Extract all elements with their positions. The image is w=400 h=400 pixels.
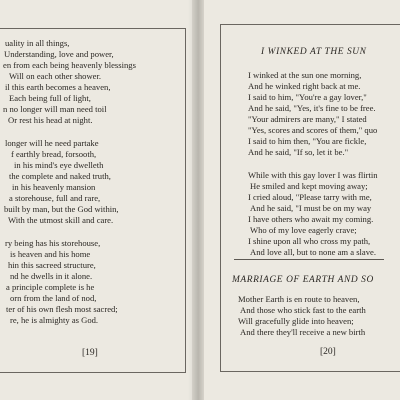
right-page: [204, 0, 400, 400]
winked-poem-line: And love all, but to none am a slave.: [250, 247, 377, 257]
winked-poem-line: While with this gay lover I was flirtin: [248, 170, 378, 180]
left-poem-line: a storehouse, full and rare,: [9, 193, 101, 203]
left-poem-line: ter of his own flesh most sacred;: [6, 304, 118, 314]
left-poem-line: a principle complete is he: [6, 282, 95, 292]
winked-poem-line: And he said, "I must be on my way: [250, 203, 372, 213]
left-poem-line: in his heavenly mansion: [12, 182, 96, 192]
left-poem-line: With the utmost skill and care.: [8, 215, 114, 225]
left-poem-line: built by man, but the God within,: [4, 204, 119, 214]
left-page: [0, 0, 196, 400]
winked-poem-line: I said to him, "You're a gay lover,": [248, 92, 367, 102]
left-poem-line: Understanding, love and power,: [4, 49, 114, 59]
left-poem-line: orn from the land of nod,: [10, 293, 97, 303]
winked-poem-line: I cried aloud, "Please tarry with me,: [248, 192, 372, 202]
winked-poem-line: And he winked right back at me.: [248, 81, 361, 91]
left-poem-line: uality in all things,: [5, 38, 70, 48]
winked-poem-line: And he said, "If so, let it be.": [248, 147, 349, 157]
left-poem-line: Will on each other shower.: [9, 71, 102, 81]
left-poem-line: re, he is almighty as God.: [10, 315, 99, 325]
left-poem-line: n no longer will man need toil: [3, 104, 107, 114]
winked-poem-line: "Yes, scores and scores of them," quo: [248, 125, 378, 135]
winked-poem-line: Who of my love eagerly crave;: [250, 225, 357, 235]
left-poem-line: il this earth becomes a heaven,: [5, 82, 111, 92]
winked-poem-line: I have others who await my coming.: [248, 214, 374, 224]
left-poem-line: the complete and naked truth,: [9, 171, 111, 181]
left-page-number: [19]: [82, 348, 98, 358]
poem-title-marriage: MARRIAGE OF EARTH AND SO: [232, 275, 374, 285]
winked-poem-line: I said to him then, "You are fickle,: [248, 136, 367, 146]
winked-poem-line: "Your admirers are many," I stated: [248, 114, 367, 124]
left-poem-line: longer will he need partake: [5, 138, 99, 148]
poem-title-winked: I WINKED AT THE SUN: [261, 47, 367, 57]
right-page-number: [20]: [320, 347, 336, 357]
marriage-poem-line: And there they'll receive a new birth: [240, 327, 366, 337]
section-rule: [234, 259, 384, 260]
left-poem-line: in his mind's eye dwelleth: [14, 160, 104, 170]
left-poem-line: nd he dwells in it alone.: [10, 271, 93, 281]
left-poem-line: hin this sacreed structure,: [8, 260, 96, 270]
left-poem-line: is heaven and his home: [10, 249, 91, 259]
winked-poem-line: He smiled and kept moving away;: [250, 181, 368, 191]
winked-poem-line: I shine upon all who cross my path,: [248, 236, 371, 246]
winked-poem-line: I winked at the sun one morning,: [248, 70, 362, 80]
left-poem-line: en from each being heavenly blessings: [3, 60, 136, 70]
marriage-poem-line: Mother Earth is en route to heaven,: [238, 294, 360, 304]
left-poem-line: ry being has his storehouse,: [5, 238, 101, 248]
marriage-poem-line: Will gracefully glide into heaven;: [238, 316, 354, 326]
marriage-poem-line: And those who stick fast to the earth: [240, 305, 366, 315]
left-poem-line: f earthly bread, forsooth,: [11, 149, 97, 159]
left-poem-line: Or rest his head at night.: [8, 115, 93, 125]
left-poem-line: Each being full of light,: [9, 93, 91, 103]
winked-poem-line: And he said, "Yes, it's fine to be free.: [248, 103, 376, 113]
